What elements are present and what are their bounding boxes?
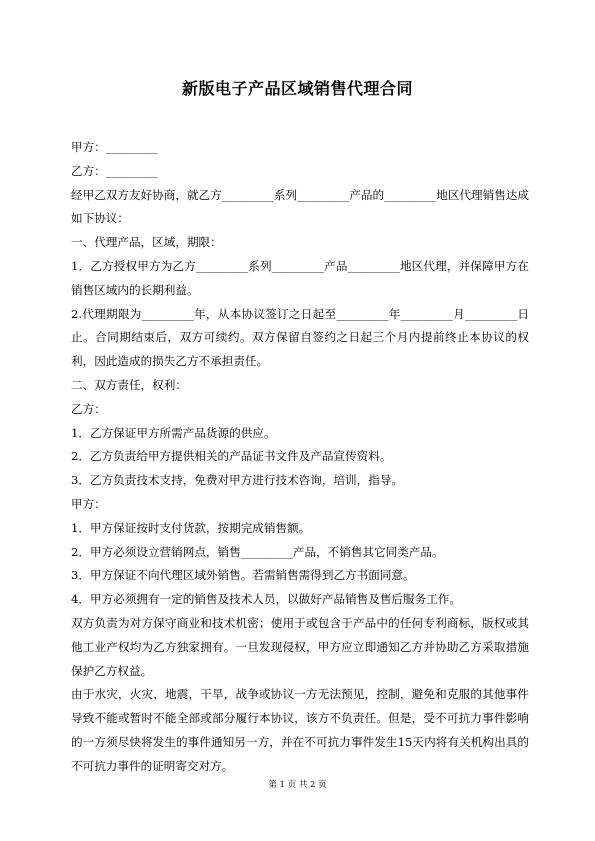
section-heading-2: 二、双方责任，权利： bbox=[71, 377, 187, 392]
clause-1-2: 2.代理期限为_________年，从本协议签订之日起至_________年_________月_________日止。合同期结束后，双方可续约。双方保留自签约之日起三个月内提前终止本协议的权利，因此造成的损失乙方不承担责任。 bbox=[71, 306, 529, 369]
party-b-subheading: 乙方： bbox=[71, 401, 106, 416]
section-heading-1: 一、代理产品，区域，期限： bbox=[71, 235, 222, 250]
document-body bbox=[71, 136, 529, 779]
party-a-clause-2: 2．甲方必须设立营销网点，销售_________产品，不销售其它同类产品。 bbox=[71, 544, 444, 559]
party-b-line: 乙方：_________ bbox=[71, 163, 158, 178]
party-a-line: 甲方：_________ bbox=[71, 140, 158, 154]
party-a-subheading: 甲方： bbox=[71, 496, 106, 511]
party-b-clause-1: 1．乙方保证甲方所需产品货源的供应。 bbox=[71, 425, 276, 440]
clause-1-1: 1．乙方授权甲方为乙方_________系列_________产品_________地区代理，并保障甲方在销售区域内的长期利益。 bbox=[71, 258, 529, 297]
preamble-paragraph: 经甲乙双方友好协商，就乙方_________系列_________产品的_________地区代理销售达成如下协议： bbox=[71, 187, 529, 226]
party-a-clause-4: 4．甲方必须拥有一定的销售及技术人员，以做好产品销售及售后服务工作。 bbox=[71, 592, 461, 607]
force-majeure-paragraph: 由于水灾，火灾，地震，干旱，战争或协议一方无法预见，控制，避免和克服的其他事件导致不能或暂时不能全部或部分履行本协议，该方不负责任。但是，受不可抗力事件影响的一方须尽快将发生的事件通知另一方，并在不可抗力事件发生15天内将有关机构出具的不可抗力事件的证明寄交对方。 bbox=[71, 687, 529, 773]
party-b-clause-3: 3．乙方负责技术支持，免费对甲方进行技术咨询，培训，指导。 bbox=[71, 473, 404, 488]
page-number-footer: 第 1 页 共 2 页 bbox=[268, 780, 327, 790]
party-a-clause-1: 1．甲方保证按时支付货款，按期完成销售额。 bbox=[71, 520, 311, 535]
party-a-clause-3: 3．甲方保证不向代理区域外销售。若需销售需得到乙方书面同意。 bbox=[71, 568, 415, 583]
party-b-clause-2: 2．乙方负责给甲方提供相关的产品证书文件及产品宣传资料。 bbox=[71, 449, 392, 464]
document-title: 新版电子产品区域销售代理合同 bbox=[181, 79, 413, 98]
confidentiality-paragraph: 双方负责为对方保守商业和技术机密；使用于或包含于产品中的任何专利商标，版权或其他工业产权均为乙方独家拥有。一旦发现侵权，甲方应立即通知乙方并协助乙方采取措施保护乙方权益。 bbox=[71, 615, 529, 678]
